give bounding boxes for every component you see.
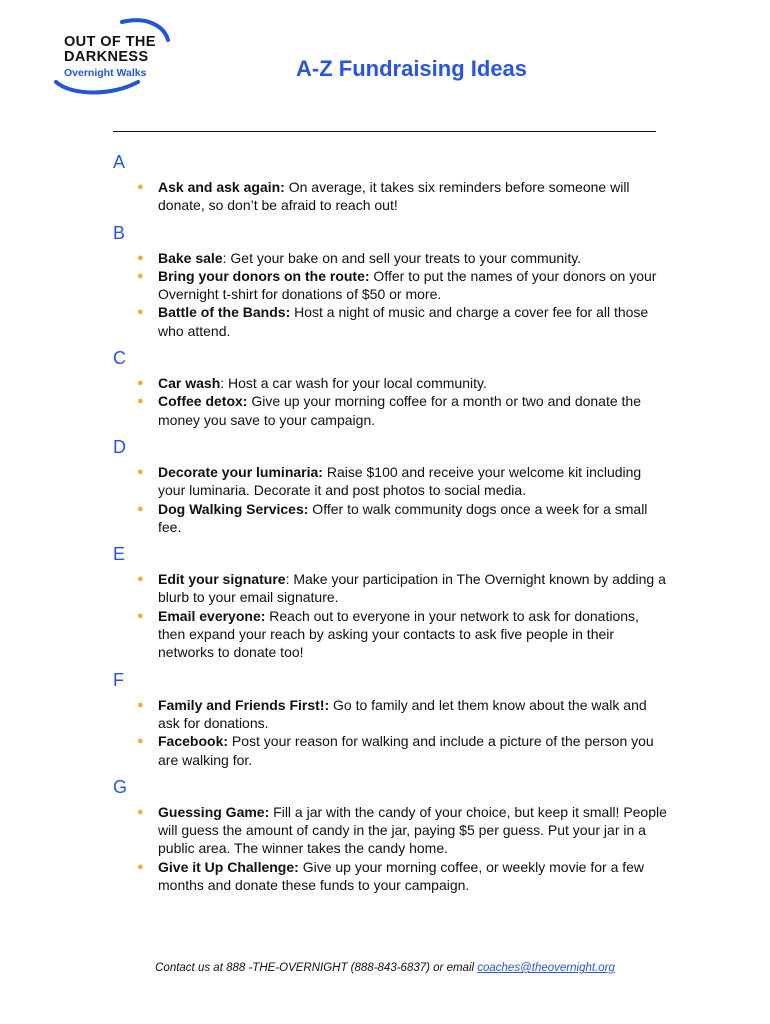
idea-description: : Host a car wash for your local community. (220, 375, 487, 392)
idea-title: Family and Friends First!: (158, 696, 330, 713)
section-letter: A (113, 152, 126, 172)
bullet-icon: ● (137, 860, 144, 873)
bullet-icon: ● (137, 395, 144, 408)
idea-list (113, 178, 668, 215)
idea-list (113, 570, 668, 661)
idea-description: Raise $100 and receive your welcome kit including your luminaria. Decorate it and post photos to social media. (158, 463, 642, 499)
bullet-icon: ● (137, 465, 144, 478)
idea-description: Give up your morning coffee, or weekly movie for a few months and donate these funds to your campaign. (158, 858, 645, 894)
idea-list (113, 374, 668, 429)
idea-title: Edit your signature (158, 571, 286, 588)
idea-description: On average, it takes six reminders before someone will donate, so don’t be afraid to reach out! (158, 179, 630, 214)
bullet-icon: ● (137, 502, 144, 515)
idea-description: Fill a jar with the candy of your choice, but keep it small! People will guess the amount of candy in the jar, paying $5 per guess. Put your jar in a public area. The winner takes the candy home. (158, 803, 667, 857)
logo-line-1: OUT OF THE (64, 34, 156, 50)
idea-description: Offer to put the names of your donors on your Overnight t-shirt for donations of $50 or more. (158, 267, 657, 303)
page-title: A-Z Fundraising Ideas (296, 56, 528, 81)
idea-description: Post your reason for walking and include a picture of the person you are walking for. (158, 733, 654, 768)
bullet-icon: ● (137, 181, 144, 193)
idea-title: Car wash (158, 375, 221, 392)
idea-item (137, 607, 668, 662)
bullet-icon: ● (137, 251, 144, 264)
idea-description: Host a night of music and charge a cover fee for all those who attend. (158, 304, 649, 339)
idea-title: Facebook: (158, 733, 229, 750)
section-letter: D (113, 436, 126, 457)
idea-list (113, 696, 668, 769)
section-letter: G (113, 776, 128, 797)
section-letter: B (113, 222, 126, 243)
footer-text: Contact us at 888 -THE-OVERNIGHT (888-843-6837) or email (155, 962, 478, 974)
idea-item (137, 858, 668, 895)
idea-list (113, 803, 668, 894)
section-a (113, 150, 668, 221)
idea-item (137, 500, 668, 537)
idea-item (137, 267, 668, 304)
idea-title: Dog Walking Services: (158, 500, 309, 517)
idea-title: Battle of the Bands: (158, 304, 291, 321)
idea-item (137, 392, 668, 429)
idea-description: : Make your participation in The Overnight known by adding a blurb to your email signature. (158, 571, 666, 606)
bullet-icon: ● (137, 573, 144, 586)
idea-item (137, 303, 668, 340)
idea-title: Coffee detox: (158, 393, 248, 410)
idea-item (137, 732, 668, 769)
section-letter: E (113, 544, 126, 565)
idea-title: Guessing Game: (158, 803, 270, 820)
section-letter: C (113, 348, 126, 369)
idea-item (137, 463, 668, 500)
logo-line-3: Overnight Walks (64, 67, 147, 79)
idea-title: Decorate your luminaria: (158, 463, 323, 480)
idea-description: Go to family and let them know about the walk and ask for donations. (158, 696, 647, 731)
bullet-icon: ● (137, 698, 144, 711)
bullet-icon: ● (137, 377, 144, 390)
bullet-icon: ● (137, 306, 144, 319)
footer-email-link[interactable]: coaches@theovernight.org (477, 962, 615, 974)
idea-title: Bring your donors on the route: (158, 267, 370, 284)
idea-item (137, 374, 668, 392)
section-letter: F (113, 669, 124, 690)
idea-item (137, 178, 668, 215)
idea-description: Give up your morning coffee for a month or two and donate the money you save to your campaign. (158, 393, 641, 428)
section-c (113, 346, 668, 435)
idea-title: Give it Up Challenge: (158, 858, 299, 875)
idea-description: Offer to walk community dogs once a week for a small fee. (158, 500, 648, 535)
idea-item (137, 249, 668, 267)
logo-line-2: DARKNESS (64, 49, 149, 65)
bullet-icon: ● (137, 805, 144, 818)
section-d (113, 435, 668, 542)
idea-item (137, 696, 668, 733)
idea-list (113, 463, 668, 536)
idea-title: Ask and ask again: (158, 179, 285, 195)
idea-title: Email everyone: (158, 607, 266, 624)
idea-item (137, 803, 668, 858)
section-g (113, 775, 668, 900)
bullet-icon: ● (137, 735, 144, 748)
logo (52, 16, 172, 96)
idea-title: Bake sale (158, 249, 223, 266)
section-f (113, 668, 668, 775)
bullet-icon: ● (137, 269, 144, 282)
idea-description: : Get your bake on and sell your treats to your community. (222, 249, 582, 266)
section-e (113, 542, 668, 667)
idea-description: Reach out to everyone in your network to ask for donations, then expand your reach by asking your contacts to ask five people in their networks to donate too! (158, 607, 639, 661)
bullet-icon: ● (137, 609, 144, 622)
footer (0, 962, 770, 974)
ideas-list (113, 150, 668, 900)
idea-item (137, 570, 668, 607)
idea-list (113, 249, 668, 340)
title-divider (113, 131, 656, 132)
section-b (113, 221, 668, 346)
